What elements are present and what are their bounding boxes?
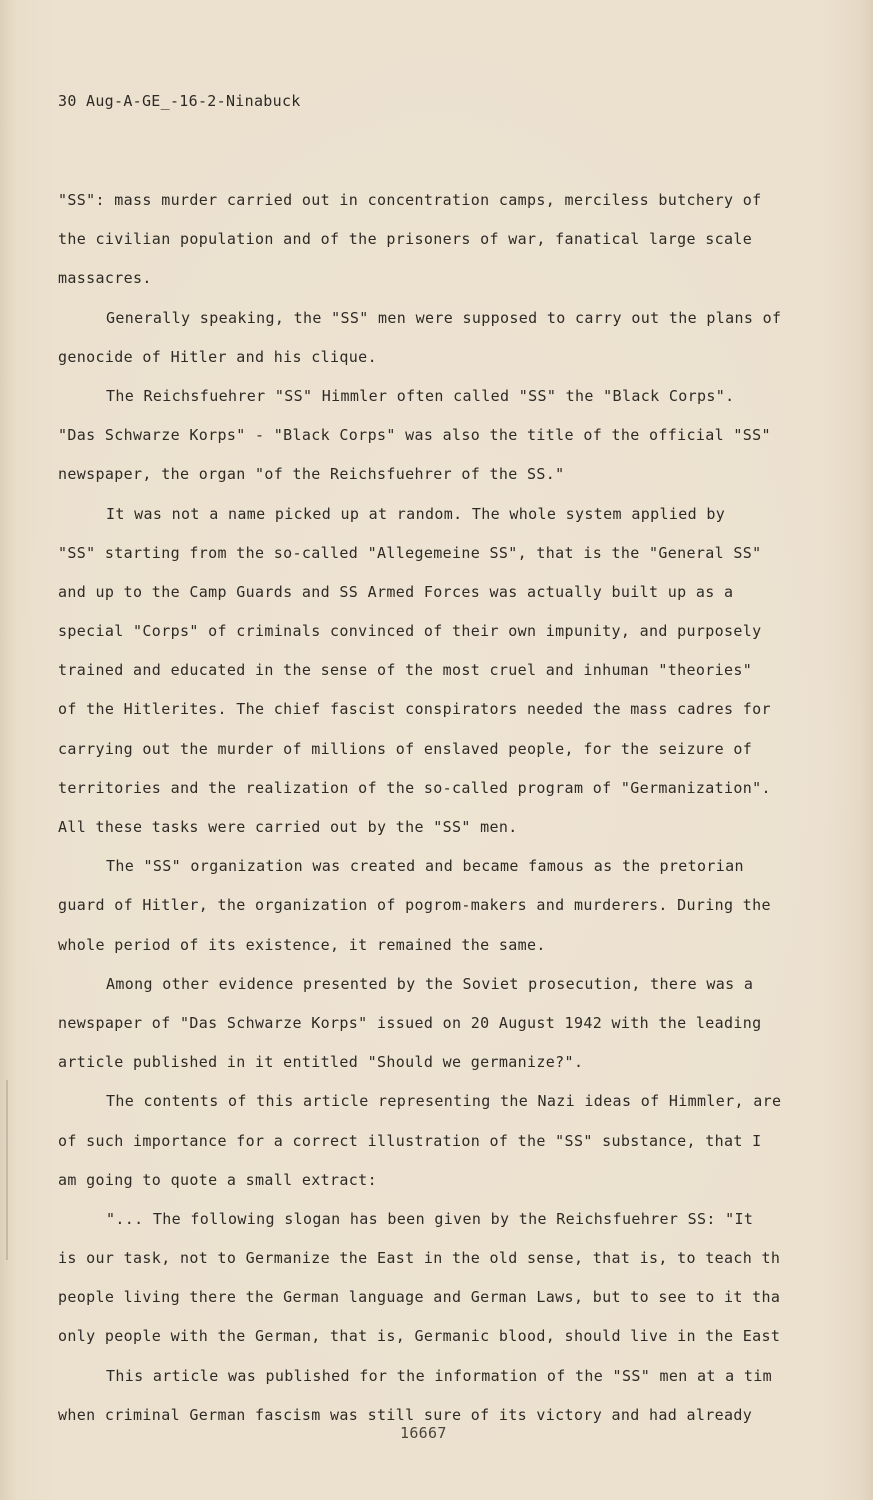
text-line: newspaper of "Das Schwarze Korps" issued on 20 August 1942 with the leading <box>58 1013 762 1032</box>
page-number: 16667 <box>400 1424 447 1442</box>
text-line: am going to quote a small extract: <box>58 1170 377 1189</box>
text-line: newspaper, the organ "of the Reichsfuehrer of the SS." <box>58 465 565 484</box>
page-edge-mark <box>6 1080 8 1260</box>
text-line: Generally speaking, the "SS" men were supposed to carry out the plans of <box>106 308 782 327</box>
text-line: massacres. <box>58 269 152 288</box>
text-line: the civilian population and of the prisoners of war, fanatical large scale <box>58 230 753 249</box>
text-line: is our task, not to Germanize the East in the old sense, that is, to teach th <box>58 1249 781 1268</box>
text-line: The Reichsfuehrer "SS" Himmler often called "SS" the "Black Corps". <box>106 386 735 405</box>
text-line: carrying out the murder of millions of enslaved people, for the seizure of <box>58 739 753 758</box>
text-line: Among other evidence presented by the Soviet prosecution, there was a <box>106 974 754 993</box>
text-line: "Das Schwarze Korps" - "Black Corps" was also the title of the official "SS" <box>58 426 771 445</box>
text-line: "SS" starting from the so-called "Allegemeine SS", that is the "General SS" <box>58 543 762 562</box>
document-header: 30 Aug-A-GE_-16-2-Ninabuck <box>58 92 301 110</box>
text-line: The contents of this article representing the Nazi ideas of Himmler, are <box>106 1092 782 1111</box>
text-line: trained and educated in the sense of the most cruel and inhuman "theories" <box>58 661 753 680</box>
text-line: article published in it entitled "Should we germanize?". <box>58 1053 584 1072</box>
text-line: people living there the German language and German Laws, but to see to it tha <box>58 1288 781 1307</box>
text-line: genocide of Hitler and his clique. <box>58 347 377 366</box>
document-body <box>58 185 818 1439</box>
text-line: The "SS" organization was created and became famous as the pretorian <box>106 857 744 876</box>
text-line: and up to the Camp Guards and SS Armed Forces was actually built up as a <box>58 582 734 601</box>
text-line: All these tasks were carried out by the "SS" men. <box>58 818 518 836</box>
text-line: of the Hitlerites. The chief fascist conspirators needed the mass cadres for <box>58 700 771 719</box>
text-line: "SS": mass murder carried out in concentration camps, merciless butchery of <box>58 191 762 209</box>
text-line: It was not a name picked up at random. The whole system applied by <box>106 504 726 523</box>
text-line: This article was published for the information of the "SS" men at a tim <box>106 1366 773 1385</box>
text-line: only people with the German, that is, Germanic blood, should live in the East <box>58 1327 781 1346</box>
text-line: guard of Hitler, the organization of pogrom-makers and murderers. During the <box>58 896 771 915</box>
text-line: special "Corps" of criminals convinced of their own impunity, and purposely <box>58 622 762 641</box>
text-line: of such importance for a correct illustration of the "SS" substance, that I <box>58 1131 762 1150</box>
text-line: whole period of its existence, it remained the same. <box>58 935 546 954</box>
text-line: "... The following slogan has been given by the Reichsfuehrer SS: "It <box>106 1209 754 1228</box>
text-line: territories and the realization of the so-called program of "Germanization". <box>58 778 771 797</box>
text-line: when criminal German fascism was still sure of its victory and had already <box>58 1405 753 1424</box>
